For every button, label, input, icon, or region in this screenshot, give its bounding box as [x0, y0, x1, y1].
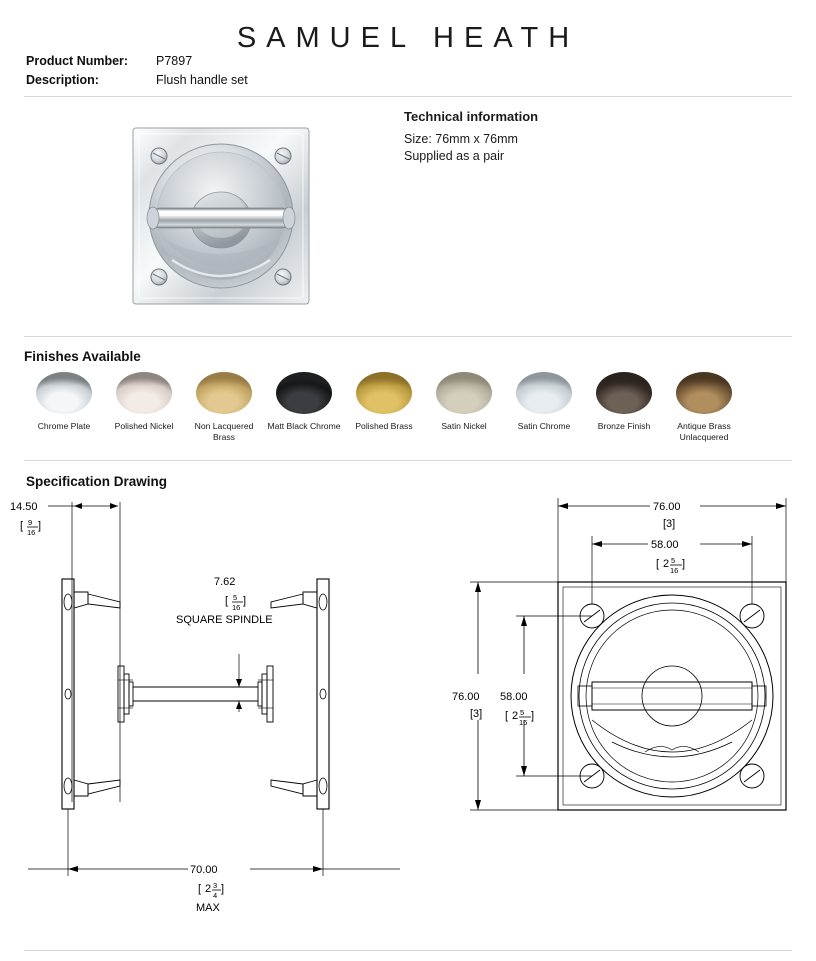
- finish-swatch-rim: [36, 372, 92, 414]
- finish-swatch-item[interactable]: [24, 372, 104, 442]
- technical-supplied: Supplied as a pair: [404, 149, 505, 163]
- spec-drawing: [0, 484, 816, 924]
- finish-label: Chrome Plate: [37, 421, 91, 431]
- dim-width-value: 76.00: [653, 501, 681, 513]
- dim-spindle-value: 7.62: [214, 576, 236, 588]
- finish-swatch-icon: [596, 372, 652, 414]
- dim-spindle-frac-num: 5: [233, 593, 238, 602]
- product-description-label: Description:: [26, 73, 99, 87]
- finish-label: Polished Brass: [355, 421, 413, 431]
- dim-screwspan-v-fraction: [505, 708, 534, 727]
- dim-screwspan-h-frac-num: 5: [671, 556, 676, 565]
- svg-text:]: ]: [682, 558, 686, 570]
- svg-text:[: [: [20, 520, 24, 532]
- dim-overall-note: MAX: [196, 902, 220, 914]
- finish-label: Satin Nickel: [441, 421, 487, 431]
- technical-information-title: Technical information: [404, 109, 539, 124]
- product-number-label: Product Number:: [26, 54, 129, 68]
- finish-label: Matt Black Chrome: [267, 421, 341, 431]
- dim-thickness-value: 14.50: [10, 501, 38, 513]
- finish-swatch-rim: [276, 372, 332, 414]
- dim-screwspan-h-frac-den: 16: [670, 566, 679, 575]
- product-number-row: [26, 52, 248, 71]
- finish-swatch-item[interactable]: [664, 372, 744, 442]
- finish-swatch-icon: [676, 372, 732, 414]
- brand-logo: SAMUEL HEATH: [236, 22, 580, 54]
- svg-text:[: [: [198, 883, 202, 895]
- finish-swatch-item[interactable]: [104, 372, 184, 442]
- svg-text:[: [: [505, 710, 509, 722]
- dim-spindle-note: SQUARE SPINDLE: [176, 614, 273, 626]
- finish-swatch-rim: [116, 372, 172, 414]
- finish-swatch-rim: [516, 372, 572, 414]
- finish-label: Antique Brass Unlacquered: [677, 421, 731, 442]
- svg-text:]: ]: [221, 883, 225, 895]
- dim-screwspan-v-frac-den: 16: [519, 718, 528, 727]
- dim-screwspan-v-frac-num: 5: [520, 708, 525, 717]
- technical-size: Size: 76mm x 76mm: [404, 132, 518, 146]
- dim-thickness-fraction: [20, 518, 41, 537]
- finish-swatch-rim: [436, 372, 492, 414]
- finish-label: Polished Nickel: [114, 421, 174, 431]
- dim-thickness-frac-num: 9: [28, 518, 33, 527]
- finish-swatch-icon: [356, 372, 412, 414]
- product-photo: [128, 120, 314, 310]
- spec-drawing-heading: Specification Drawing: [26, 474, 168, 489]
- product-description-value: Flush handle set: [156, 73, 248, 87]
- dim-thickness-frac-den: 16: [27, 528, 36, 537]
- svg-text:[: [: [656, 558, 660, 570]
- divider-finishes: [24, 336, 792, 337]
- finish-swatch-icon: [276, 372, 332, 414]
- dim-width-bracket: [3]: [663, 518, 676, 530]
- product-number-value: P7897: [156, 54, 193, 68]
- dim-spindle-fraction: [225, 593, 246, 612]
- dim-overall-frac-den: 4: [213, 891, 218, 900]
- divider-footer: [24, 950, 792, 951]
- dim-screwspan-v-whole: 2: [512, 710, 519, 722]
- dim-height-bracket: [3]: [470, 708, 483, 720]
- svg-text:]: ]: [38, 520, 42, 532]
- svg-text:[: [: [225, 595, 229, 607]
- finish-swatch-icon: [116, 372, 172, 414]
- finish-swatch-rim: [196, 372, 252, 414]
- finish-swatch-rim: [356, 372, 412, 414]
- finish-swatch-item[interactable]: [504, 372, 584, 442]
- divider-header: [24, 96, 792, 97]
- dim-overall-whole: 2: [205, 883, 212, 895]
- product-meta: [26, 52, 248, 90]
- finish-swatch-item[interactable]: [584, 372, 664, 442]
- dim-screwspan-h-fraction: [656, 556, 685, 575]
- finish-label: Non Lacquered Brass: [194, 421, 254, 442]
- svg-text:]: ]: [243, 595, 247, 607]
- finish-swatch-item[interactable]: [424, 372, 504, 442]
- product-description-row: [26, 71, 248, 90]
- dim-overall-fraction: [198, 881, 224, 900]
- finish-swatch-item[interactable]: [264, 372, 344, 442]
- finishes-list: [24, 372, 796, 442]
- finish-swatch-rim: [676, 372, 732, 414]
- dim-overall-value: 70.00: [190, 864, 218, 876]
- svg-text:]: ]: [531, 710, 535, 722]
- finish-swatch-icon: [436, 372, 492, 414]
- dim-height-value: 76.00: [452, 691, 480, 703]
- finish-swatch-item[interactable]: [184, 372, 264, 442]
- finish-label: Bronze Finish: [597, 421, 651, 431]
- dim-screwspan-h-value: 58.00: [651, 539, 679, 551]
- finishes-heading: Finishes Available: [24, 349, 141, 364]
- finish-swatch-icon: [36, 372, 92, 414]
- dim-spindle-frac-den: 16: [232, 603, 241, 612]
- dim-screwspan-h-whole: 2: [663, 558, 670, 570]
- technical-information: [404, 108, 538, 165]
- finish-label: Satin Chrome: [517, 421, 571, 431]
- finish-swatch-icon: [196, 372, 252, 414]
- divider-spec: [24, 460, 792, 461]
- dim-screwspan-v-value: 58.00: [500, 691, 528, 703]
- finish-swatch-rim: [596, 372, 652, 414]
- finish-swatch-item[interactable]: [344, 372, 424, 442]
- finish-swatch-icon: [516, 372, 572, 414]
- dim-overall-frac-num: 3: [213, 881, 218, 890]
